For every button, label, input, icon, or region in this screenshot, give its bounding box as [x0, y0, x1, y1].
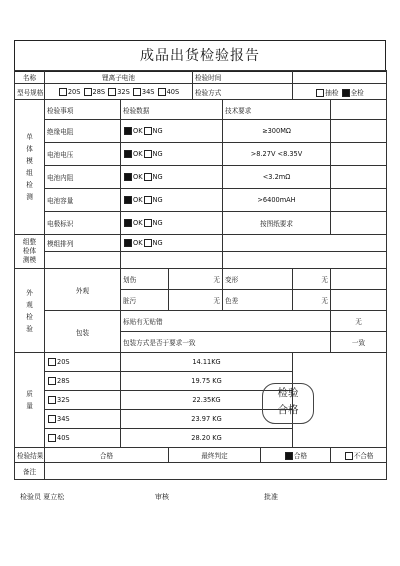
pack-label: 包装 [45, 311, 121, 353]
weight-checkbox[interactable] [48, 396, 56, 404]
weight-model [45, 353, 121, 372]
assembly-row-2 [15, 252, 387, 269]
ok-ng-cell [121, 212, 223, 235]
pack-name: 包装方式是否于要求一致 [121, 332, 331, 353]
inspect-time-value [293, 71, 387, 84]
ok-ng-cell [121, 143, 223, 166]
ok-label: OK [133, 150, 143, 158]
ng-checkbox[interactable] [144, 173, 152, 181]
weight-checkbox[interactable] [48, 358, 56, 366]
single-item: 电极标识 [45, 212, 121, 235]
result-pass: 合格 [45, 448, 169, 463]
model-checkbox[interactable] [59, 88, 67, 96]
single-item: 电池内阻 [45, 166, 121, 189]
single-header-row [15, 100, 387, 120]
final-fail-option [331, 448, 387, 463]
ok-label: OK [133, 173, 143, 181]
weight-checkbox[interactable] [48, 434, 56, 442]
single-extra [331, 189, 387, 212]
look-label: 外观 [45, 269, 121, 311]
weight-section-label [15, 353, 45, 448]
model-checkbox[interactable] [158, 88, 166, 96]
single-req: >6400mAH [223, 189, 331, 212]
assembly-section-label [15, 235, 45, 269]
ok-label: OK [133, 239, 143, 247]
method-label: 检验方式 [193, 84, 293, 100]
assembly-empty [121, 252, 223, 269]
ok-ng-cell [121, 120, 223, 143]
weight-model-label: 40S [57, 434, 70, 442]
weight-value: 23.97 KG [121, 410, 293, 429]
method-option-label: 全检 [350, 88, 364, 97]
col-data-header: 检验数据 [121, 100, 223, 120]
ok-ng-cell [121, 189, 223, 212]
ok-ng-cell [121, 235, 223, 252]
report-table [14, 70, 387, 480]
inspector-sign [20, 492, 64, 502]
result-row [15, 448, 387, 463]
final-pass-option [261, 448, 331, 463]
name-row [15, 71, 387, 84]
ok-checkbox[interactable] [124, 173, 132, 181]
ok-checkbox[interactable] [124, 196, 132, 204]
method-option-label: 抽检 [325, 88, 339, 97]
weight-checkbox[interactable] [48, 377, 56, 385]
model-option-label: 40S [166, 87, 180, 96]
appearance-section-label [15, 269, 45, 353]
weight-model-label: 28S [57, 377, 70, 385]
ng-checkbox[interactable] [144, 127, 152, 135]
result-label: 检验结果 [15, 448, 45, 463]
ng-checkbox[interactable] [144, 196, 152, 204]
ng-label: NG [152, 239, 163, 247]
look-name-2: 色差 [223, 290, 293, 311]
pass-option-label: 合格 [293, 452, 308, 460]
look-name-2: 变形 [223, 269, 293, 290]
model-option-label: 32S [117, 87, 130, 96]
table-row [15, 212, 387, 235]
ng-checkbox[interactable] [144, 239, 152, 247]
ok-checkbox[interactable] [124, 150, 132, 158]
inspector-label: 检验员 [20, 493, 41, 501]
review-label: 审核 [155, 493, 169, 501]
model-label: 型号规格 [15, 84, 45, 100]
model-option-label: 34S [141, 87, 155, 96]
weight-model-label: 34S [57, 415, 70, 423]
pack-value: 一致 [331, 332, 387, 353]
col-req-header: 技术要求 [223, 100, 331, 120]
stamp-line-2: 合格 [277, 404, 299, 416]
assembly-empty [223, 252, 387, 269]
ok-checkbox[interactable] [124, 127, 132, 135]
single-req: 按图纸要求 [223, 212, 331, 235]
col-item-header: 检验事项 [45, 100, 121, 120]
inspect-time-label: 检验时间 [193, 71, 293, 84]
look-name: 脏污 [121, 290, 169, 311]
pack-value: 无 [331, 311, 387, 332]
model-option-label: 20S [67, 87, 81, 96]
ok-checkbox[interactable] [124, 219, 132, 227]
single-req: <3.2mΩ [223, 166, 331, 189]
weight-value: 22.35KG [121, 391, 293, 410]
assembly-item: 模组排列 [45, 235, 121, 252]
model-checkbox[interactable] [133, 88, 141, 96]
pass-checkbox[interactable] [285, 452, 293, 460]
single-section-label [15, 100, 45, 235]
assembly-row-1 [15, 235, 387, 252]
stamp-line-1: 检验 [277, 387, 299, 399]
weight-value: 28.20 KG [121, 429, 293, 448]
model-options [45, 84, 193, 100]
look-value: 无 [169, 290, 223, 311]
single-req: ≥300MΩ [223, 120, 331, 143]
ng-label: NG [152, 173, 163, 181]
inspector-name: 夏立松 [43, 493, 65, 501]
weight-value: 14.11KG [121, 353, 293, 372]
model-checkbox[interactable] [84, 88, 92, 96]
weight-checkbox[interactable] [48, 415, 56, 423]
single-req: >8.27V <8.35V [223, 143, 331, 166]
ok-checkbox[interactable] [124, 239, 132, 247]
appearance-row [15, 311, 387, 332]
single-extra [331, 166, 387, 189]
weight-model-label: 20S [57, 358, 70, 366]
method-checkbox[interactable] [316, 89, 324, 97]
weight-value: 19.75 KG [121, 372, 293, 391]
name-value: 锂离子电池 [45, 71, 193, 84]
appearance-section-text: 外观检验 [26, 288, 33, 333]
single-extra [331, 143, 387, 166]
model-option-label: 28S [92, 87, 106, 96]
table-row [15, 120, 387, 143]
method-checkbox[interactable] [342, 89, 350, 97]
single-item: 绝缘电阻 [45, 120, 121, 143]
remarks-value [45, 463, 387, 480]
name-label: 名称 [15, 71, 45, 84]
weight-model [45, 410, 121, 429]
single-item: 电池容量 [45, 189, 121, 212]
remarks-label: 备注 [15, 463, 45, 480]
weight-model [45, 372, 121, 391]
ng-checkbox[interactable] [144, 219, 152, 227]
look-value-2: 无 [293, 269, 331, 290]
appearance-row [15, 269, 387, 290]
single-section-text: 单体模组检测 [26, 133, 33, 201]
ok-ng-cell [121, 166, 223, 189]
ok-label: OK [133, 127, 143, 135]
col-extra-header [331, 100, 387, 120]
look-extra [331, 269, 387, 290]
ng-label: NG [152, 150, 163, 158]
look-value: 无 [169, 269, 223, 290]
fail-checkbox[interactable] [345, 452, 353, 460]
assembly-req [223, 235, 387, 252]
weight-model [45, 429, 121, 448]
weight-section-text: 质量 [26, 390, 33, 410]
assembly-section-text: 组整检体测模 [22, 237, 37, 264]
assembly-empty [45, 252, 121, 269]
table-row [15, 166, 387, 189]
weight-model-label: 32S [57, 396, 70, 404]
ok-label: OK [133, 196, 143, 204]
approve-label: 批准 [264, 493, 278, 501]
ng-label: NG [152, 219, 163, 227]
weight-model [45, 391, 121, 410]
ng-label: NG [152, 196, 163, 204]
final-label: 最终判定 [169, 448, 261, 463]
ng-checkbox[interactable] [144, 150, 152, 158]
table-row [15, 143, 387, 166]
look-value-2: 无 [293, 290, 331, 311]
approval-stamp [262, 383, 314, 424]
weight-row [15, 353, 387, 372]
pack-name: 标贴有无贴错 [121, 311, 331, 332]
fail-option-label: 不合格 [353, 452, 374, 460]
remarks-row [15, 463, 387, 480]
ok-label: OK [133, 219, 143, 227]
method-options [293, 84, 387, 100]
report-title: 成品出货检验报告 [14, 40, 386, 72]
model-row [15, 84, 387, 100]
look-extra [331, 290, 387, 311]
look-name: 划伤 [121, 269, 169, 290]
single-extra [331, 212, 387, 235]
table-row [15, 189, 387, 212]
model-checkbox[interactable] [108, 88, 116, 96]
single-extra [331, 120, 387, 143]
ng-label: NG [152, 127, 163, 135]
single-item: 电池电压 [45, 143, 121, 166]
